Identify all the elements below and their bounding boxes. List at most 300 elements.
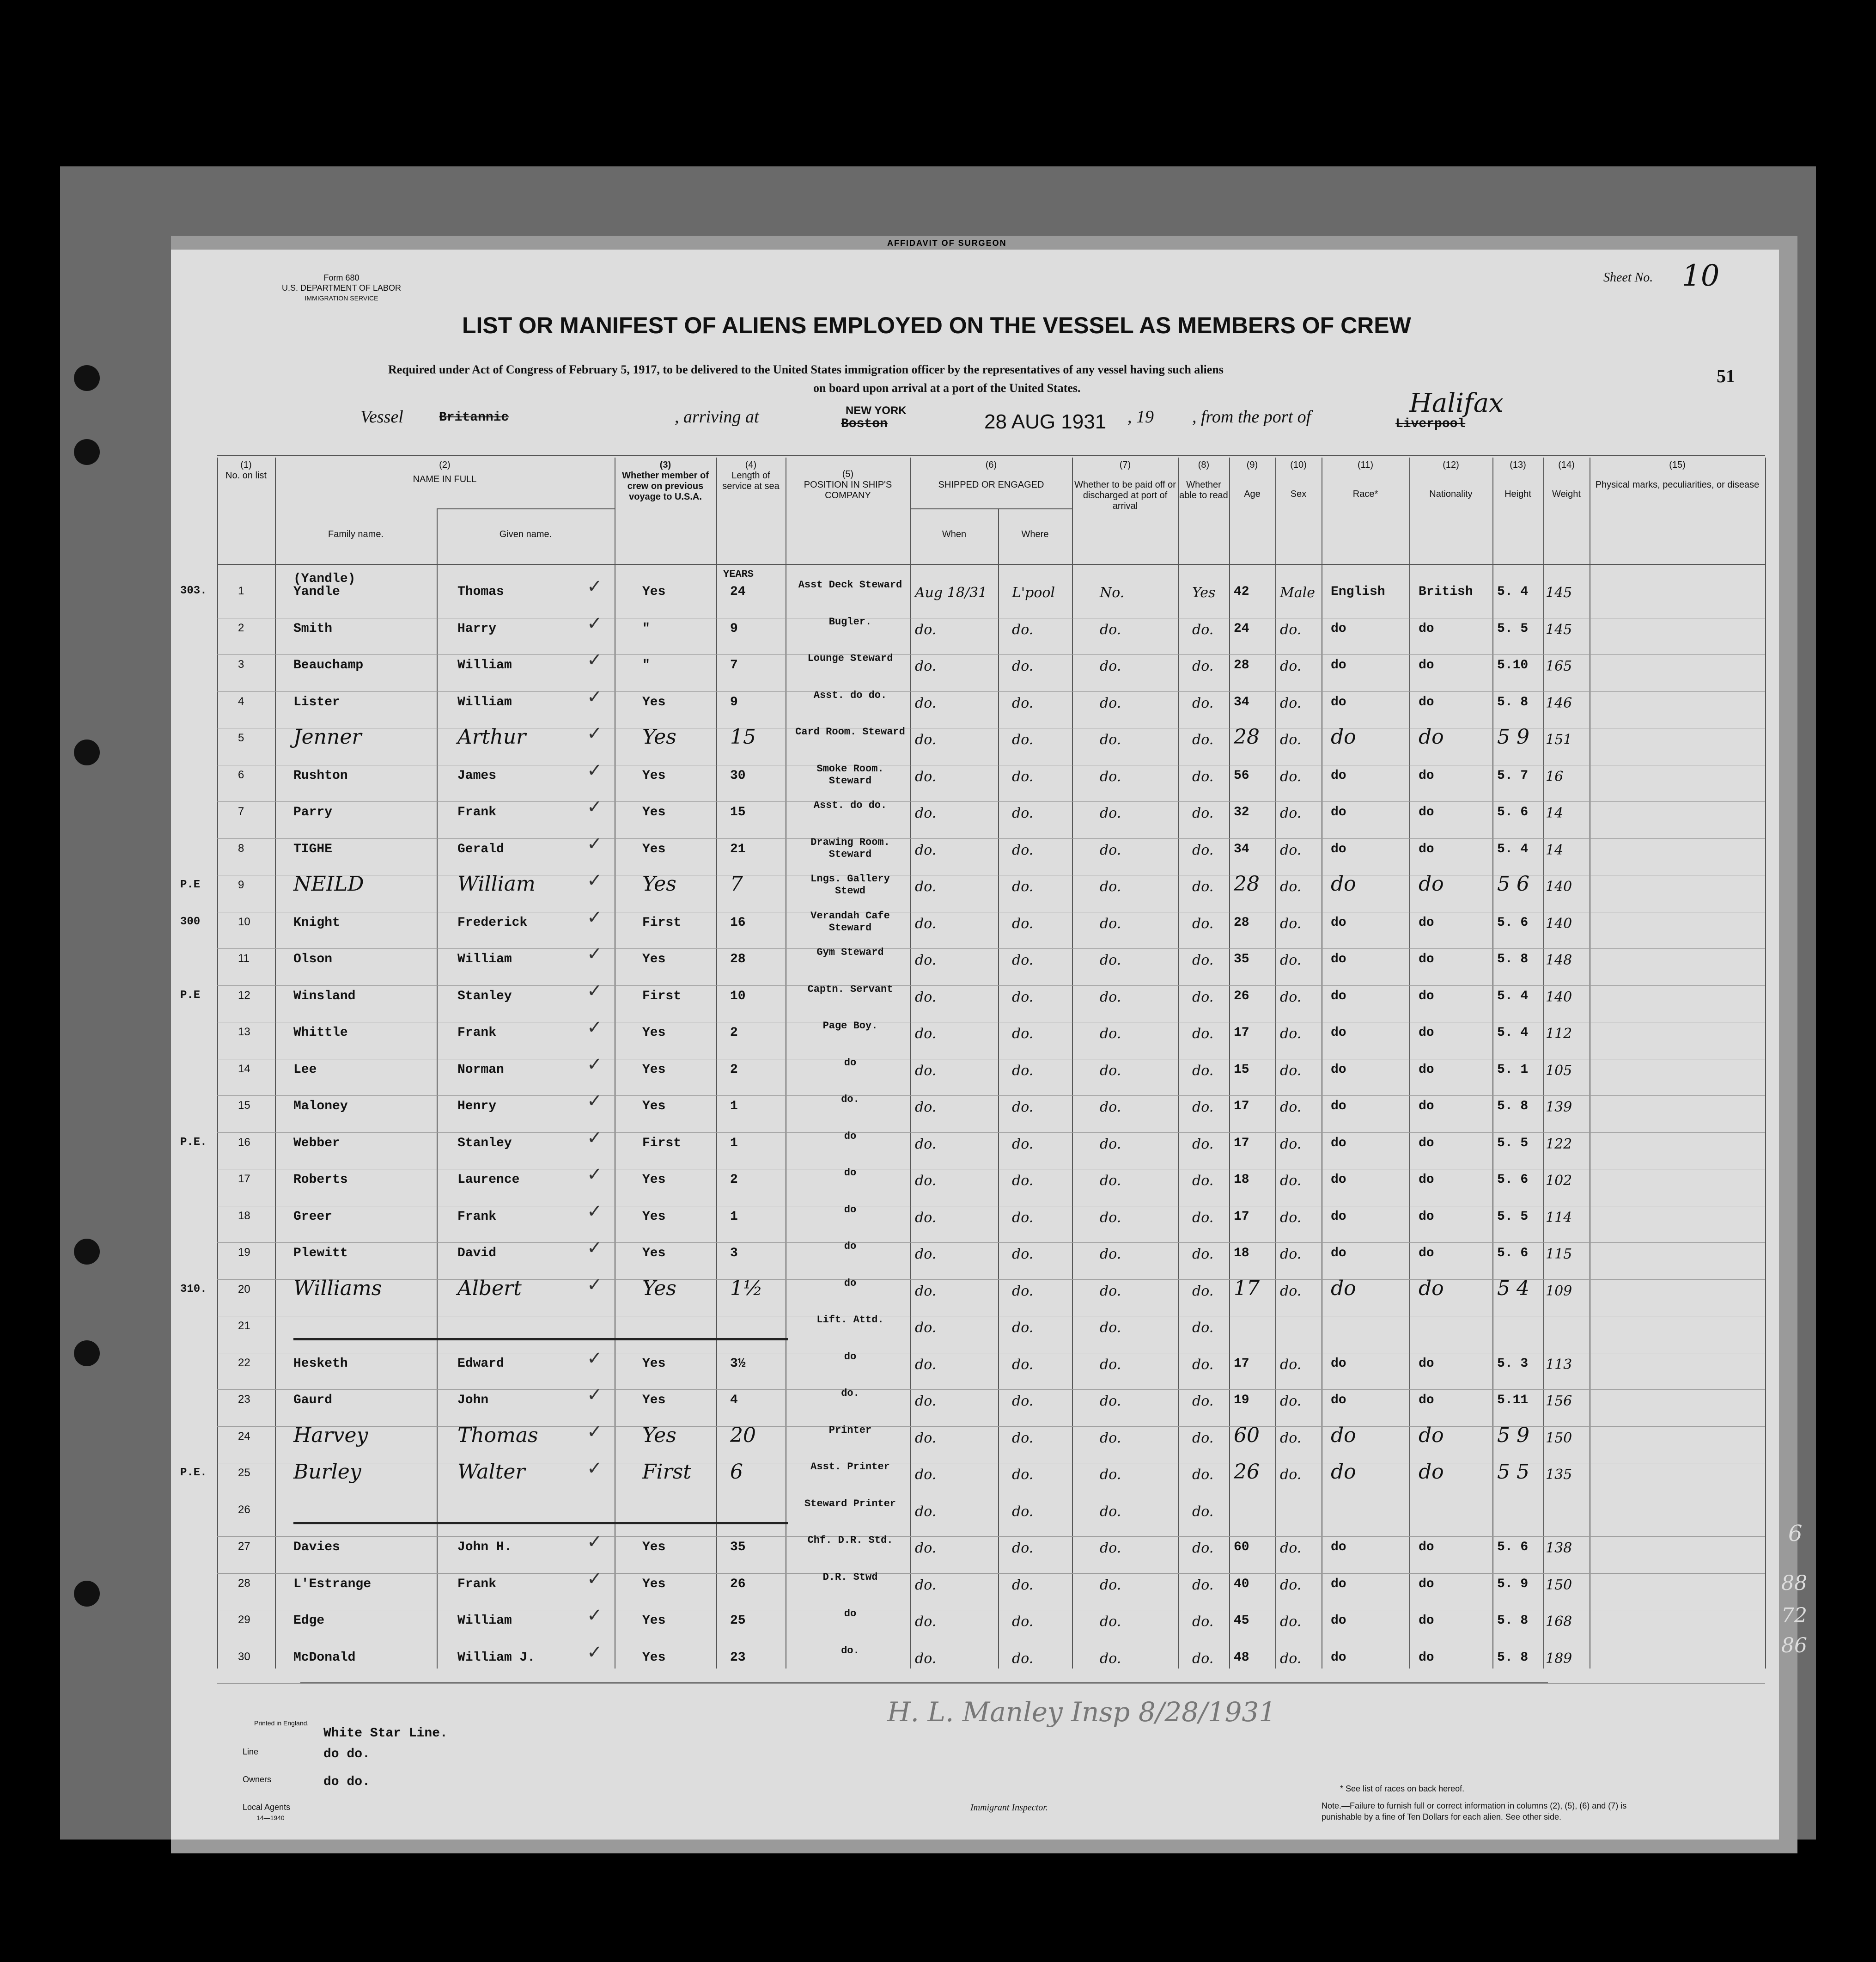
- row-weight: 109: [1546, 1283, 1572, 1299]
- sheet-label: Sheet No.: [1603, 270, 1653, 285]
- row-shipped-where: do.: [1012, 1577, 1034, 1593]
- check-mark-icon: ✓: [587, 1568, 603, 1589]
- row-given-name: Laurence: [457, 1173, 520, 1187]
- service: IMMIGRATION SERVICE: [305, 294, 378, 302]
- row-age: 17: [1234, 1276, 1260, 1300]
- row-height: 5 5: [1497, 1460, 1529, 1484]
- row-nationality: British: [1419, 585, 1473, 599]
- row-age: 60: [1234, 1540, 1249, 1554]
- row-able-to-read: do.: [1192, 1062, 1214, 1079]
- row-able-to-read: do.: [1192, 842, 1214, 858]
- row-position: Steward Printer: [804, 1497, 896, 1510]
- check-mark-icon: ✓: [587, 1605, 603, 1626]
- row-previous-voyage: Yes: [642, 1246, 666, 1260]
- row-family-name: Parry: [293, 805, 333, 819]
- row-height: 5. 5: [1497, 1209, 1529, 1224]
- row-previous-voyage: ": [642, 621, 650, 636]
- row-shipped-where: do.: [1012, 621, 1034, 638]
- row-height: 5. 8: [1497, 1099, 1529, 1113]
- row-able-to-read: do.: [1192, 1173, 1214, 1189]
- row-sex: do.: [1280, 879, 1302, 895]
- row-previous-voyage: Yes: [642, 1099, 666, 1113]
- row-age: 60: [1234, 1423, 1260, 1447]
- row-sex: do.: [1280, 1356, 1302, 1373]
- row-given-name: Stanley: [457, 1136, 512, 1150]
- check-mark-icon: ✓: [587, 796, 603, 817]
- row-number: 19: [238, 1246, 250, 1259]
- row-family-name: Winsland: [293, 989, 356, 1003]
- binder-hole: [74, 740, 100, 765]
- row-shipped-when: do.: [915, 1283, 937, 1299]
- row-position: Drawing Room. Steward: [810, 836, 890, 860]
- row-height: 5 9: [1497, 1423, 1529, 1447]
- row-weight: 16: [1546, 768, 1564, 785]
- row-position: do: [844, 1277, 857, 1289]
- printed-note: Printed in England.: [254, 1719, 309, 1727]
- column-rule: [1409, 458, 1410, 1669]
- row-given-name: Frank: [457, 805, 497, 819]
- row-weight: 14: [1546, 842, 1564, 858]
- row-paid-off: do.: [1100, 1503, 1121, 1520]
- row-shipped-when: do.: [915, 1467, 937, 1483]
- row-previous-voyage: Yes: [642, 1209, 666, 1224]
- row-paid-off: No.: [1100, 585, 1125, 601]
- row-rule: [217, 948, 1765, 949]
- row-paid-off: do.: [1100, 1246, 1121, 1262]
- row-shipped-when: do.: [915, 1026, 937, 1042]
- row-number: 21: [238, 1320, 250, 1332]
- row-sex: do.: [1280, 1577, 1302, 1593]
- row-given-name: Thomas: [457, 585, 504, 599]
- row-weight: 102: [1546, 1173, 1572, 1189]
- row-number: 28: [238, 1577, 250, 1589]
- column-rule: [1229, 458, 1230, 1669]
- row-previous-voyage: Yes: [642, 805, 666, 819]
- row-height: 5. 5: [1497, 1136, 1529, 1150]
- row-weight: 150: [1546, 1577, 1572, 1593]
- row-rule: [217, 1389, 1765, 1390]
- row-family-name: McDonald: [293, 1650, 356, 1665]
- row-service: 2: [730, 1062, 738, 1077]
- row-nationality: do: [1419, 1460, 1444, 1484]
- line-label: Line: [243, 1747, 259, 1756]
- col13-header: (13) Height: [1504, 460, 1531, 499]
- row-race: do: [1331, 872, 1356, 896]
- row-service: 2: [730, 1173, 738, 1187]
- row-shipped-where: do.: [1012, 732, 1034, 748]
- row-weight: 122: [1546, 1136, 1572, 1152]
- row-given-name: James: [457, 768, 497, 783]
- row-nationality: do: [1419, 1276, 1444, 1300]
- row-family-name: Burley: [293, 1460, 361, 1484]
- row-age: 17: [1234, 1026, 1249, 1040]
- row-service: 6: [730, 1460, 743, 1484]
- row-position: do: [844, 1241, 857, 1252]
- name-subheader-rule: [437, 508, 615, 509]
- row-given-name: Walter: [457, 1460, 525, 1484]
- row-shipped-where: do.: [1012, 952, 1034, 968]
- row-height: 5.10: [1497, 658, 1529, 672]
- port-from-struck: Liverpool: [1395, 417, 1466, 431]
- row-given-name: Frederick: [457, 915, 528, 930]
- row-position: Asst. do do.: [813, 689, 887, 701]
- date-stamp: 28 AUG 1931: [984, 410, 1107, 433]
- row-service: 4: [730, 1393, 738, 1407]
- column-rule: [217, 458, 218, 1669]
- row-number: 30: [238, 1650, 250, 1663]
- inspector-label: Immigrant Inspector.: [970, 1803, 1048, 1813]
- row-number: 7: [238, 805, 244, 818]
- row-rule: [217, 691, 1765, 692]
- row-shipped-when: do.: [915, 768, 937, 785]
- row-sex: do.: [1280, 842, 1302, 858]
- row-shipped-when: do.: [915, 658, 937, 674]
- col11-header: (11) Race*: [1352, 460, 1378, 499]
- row-previous-voyage: Yes: [642, 695, 666, 709]
- row-service: 3: [730, 1246, 738, 1260]
- row-weight: 115: [1546, 1246, 1572, 1262]
- row-race: do: [1331, 725, 1356, 749]
- check-mark-icon: ✓: [587, 759, 603, 781]
- row-paid-off: do.: [1100, 1540, 1121, 1556]
- form-header: [282, 273, 401, 303]
- row-rule: [217, 838, 1765, 839]
- row-service: 26: [730, 1577, 746, 1591]
- row-number: 11: [238, 952, 250, 965]
- row-race: do: [1331, 952, 1346, 966]
- row-previous-voyage: Yes: [642, 1614, 666, 1628]
- row-previous-voyage: Yes: [642, 725, 676, 749]
- row-nationality: do: [1419, 1423, 1444, 1447]
- row-shipped-when: do.: [915, 695, 937, 711]
- port-arrival: NEW YORK: [846, 404, 907, 417]
- row-nationality: do: [1419, 725, 1444, 749]
- row-able-to-read: do.: [1192, 1650, 1214, 1667]
- row-position: do.: [841, 1644, 859, 1656]
- row-service: 24: [730, 585, 746, 599]
- row-nationality: do: [1419, 872, 1444, 896]
- row-height: 5. 4: [1497, 989, 1529, 1003]
- row-shipped-where: do.: [1012, 695, 1034, 711]
- row-service: 7: [730, 872, 743, 896]
- row-shipped-where: do.: [1012, 1320, 1034, 1336]
- row-shipped-when: do.: [915, 989, 937, 1005]
- row-previous-voyage: Yes: [642, 952, 666, 966]
- row-left-mark: 310.: [180, 1283, 207, 1296]
- row-race: do: [1331, 1460, 1356, 1484]
- row-family-name: Beauchamp: [293, 658, 364, 672]
- row-paid-off: do.: [1100, 1356, 1121, 1373]
- row-family-name: Knight: [293, 915, 340, 930]
- row-shipped-when: do.: [915, 1246, 937, 1262]
- column-rule: [437, 508, 438, 1669]
- row-given-name: Arthur: [457, 725, 526, 749]
- row-position: Gym Steward: [816, 947, 884, 958]
- form-code: 14—1940: [256, 1814, 285, 1821]
- row-race: do: [1331, 1136, 1346, 1150]
- row-nationality: do: [1419, 768, 1434, 783]
- row-position: Lngs. Gallery Stewd: [810, 873, 890, 897]
- row-previous-voyage: Yes: [642, 1062, 666, 1077]
- row-able-to-read: do.: [1192, 805, 1214, 821]
- row-service: 25: [730, 1614, 746, 1628]
- row-given-name: Henry: [457, 1099, 497, 1113]
- row-weight: 148: [1546, 952, 1572, 968]
- given-name-header: Given name.: [499, 529, 552, 539]
- row-able-to-read: do.: [1192, 1614, 1214, 1630]
- row-number: 2: [238, 621, 244, 634]
- row-shipped-where: do.: [1012, 1540, 1034, 1556]
- row-sex: do.: [1280, 695, 1302, 711]
- row-paid-off: do.: [1100, 1467, 1121, 1483]
- row-family-name: Davies: [293, 1540, 340, 1554]
- row-rule: [217, 1683, 1765, 1684]
- row-shipped-when: do.: [915, 1540, 937, 1556]
- row-previous-voyage: Yes: [642, 842, 666, 856]
- row-able-to-read: do.: [1192, 732, 1214, 748]
- row-shipped-where: do.: [1012, 658, 1034, 674]
- row-position: do: [844, 1204, 857, 1216]
- row-given-name: John: [457, 1393, 489, 1407]
- check-mark-icon: ✓: [587, 833, 603, 854]
- row-sex: do.: [1280, 768, 1302, 785]
- margin-note: 72: [1781, 1604, 1807, 1627]
- row-shipped-when: do.: [915, 805, 937, 821]
- col9-header: (9) Age: [1244, 460, 1261, 499]
- row-previous-voyage: Yes: [642, 1276, 676, 1300]
- row-given-name: William: [457, 872, 536, 896]
- check-mark-icon: ✓: [587, 1053, 603, 1075]
- row-shipped-when: do.: [915, 1356, 937, 1373]
- row-height: 5. 7: [1497, 768, 1529, 783]
- binder-hole: [74, 439, 100, 465]
- row-family-name: Roberts: [293, 1173, 348, 1187]
- row-given-name: John H.: [457, 1540, 512, 1554]
- row-paid-off: do.: [1100, 879, 1121, 895]
- row-family-name: Jenner: [293, 725, 362, 749]
- row-race: do: [1331, 621, 1346, 636]
- row-nationality: do: [1419, 805, 1434, 819]
- row-paid-off: do.: [1100, 1614, 1121, 1630]
- port-struck: Boston: [841, 417, 888, 431]
- row-height: 5. 6: [1497, 1173, 1529, 1187]
- row-number: 3: [238, 658, 244, 671]
- row-race: do: [1331, 1356, 1346, 1371]
- row-weight: 189: [1546, 1650, 1572, 1667]
- row-family-name: Maloney: [293, 1099, 348, 1113]
- col15-header: (15) Physical marks, peculiarities, or disease: [1595, 460, 1760, 490]
- row-family-name-correction: (Yandle): [293, 572, 356, 586]
- row-given-name: Albert: [457, 1276, 522, 1300]
- row-paid-off: do.: [1100, 1320, 1121, 1336]
- row-family-name: Olson: [293, 952, 333, 966]
- row-number: 4: [238, 695, 244, 708]
- agents-value: do do.: [323, 1775, 370, 1789]
- row-nationality: do: [1419, 989, 1434, 1003]
- row-height: 5. 6: [1497, 805, 1529, 819]
- row-race: do: [1331, 915, 1346, 930]
- row-rule: [217, 1095, 1765, 1096]
- row-position: Bugler.: [828, 616, 872, 628]
- row-family-name: Harvey: [293, 1423, 368, 1447]
- row-rule: [217, 1132, 1765, 1133]
- row-nationality: do: [1419, 1099, 1434, 1113]
- row-shipped-when: do.: [915, 1614, 937, 1630]
- row-paid-off: do.: [1100, 1393, 1121, 1409]
- row-nationality: do: [1419, 1062, 1434, 1077]
- row-number: 10: [238, 915, 250, 928]
- check-mark-icon: ✓: [587, 723, 603, 744]
- row-previous-voyage: Yes: [642, 1650, 666, 1665]
- row-age: 28: [1234, 658, 1249, 672]
- port-from: Halifax: [1409, 388, 1504, 418]
- row-weight: 146: [1546, 695, 1572, 711]
- row-paid-off: do.: [1100, 1026, 1121, 1042]
- col7-header: (7) Whether to be paid off or discharged at port of arrival: [1074, 460, 1176, 511]
- row-given-name: William J.: [457, 1650, 536, 1665]
- row-position: Lift. Attd.: [816, 1314, 884, 1326]
- row-race: do: [1331, 1173, 1346, 1187]
- row-number: 25: [238, 1467, 250, 1479]
- row-service: 9: [730, 695, 738, 709]
- row-sex: do.: [1280, 1209, 1302, 1226]
- row-age: 24: [1234, 621, 1249, 636]
- row-weight: 140: [1546, 989, 1572, 1005]
- row-paid-off: do.: [1100, 658, 1121, 674]
- row-able-to-read: do.: [1192, 1283, 1214, 1299]
- row-weight: 151: [1546, 732, 1572, 748]
- row-given-name: William: [457, 695, 512, 709]
- row-previous-voyage: First: [642, 1460, 691, 1484]
- row-given-name: Frank: [457, 1209, 497, 1224]
- row-weight: 138: [1546, 1540, 1572, 1556]
- row-number: 12: [238, 989, 250, 1002]
- row-race: do: [1331, 1540, 1346, 1554]
- column-rule: [716, 458, 717, 1669]
- row-number: 23: [238, 1393, 250, 1406]
- row-paid-off: do.: [1100, 915, 1121, 932]
- row-position: Captn. Servant: [807, 983, 893, 995]
- row-race: English: [1331, 585, 1385, 599]
- check-mark-icon: ✓: [587, 1200, 603, 1222]
- row-number: 27: [238, 1540, 250, 1552]
- row-service: 7: [730, 658, 738, 672]
- row-shipped-when: do.: [915, 952, 937, 968]
- row-number: 1: [238, 585, 244, 597]
- row-race: do: [1331, 989, 1346, 1003]
- owners-value: do do.: [323, 1747, 370, 1761]
- row-race: do: [1331, 1209, 1346, 1224]
- row-weight: 140: [1546, 915, 1572, 932]
- row-age: 32: [1234, 805, 1249, 819]
- check-mark-icon: ✓: [587, 1127, 603, 1148]
- row-previous-voyage: Yes: [642, 1577, 666, 1591]
- row-position: D.R. Stwd: [822, 1571, 878, 1583]
- row-shipped-when: do.: [915, 1503, 937, 1520]
- row-race: do: [1331, 805, 1346, 819]
- row-given-name: Gerald: [457, 842, 504, 856]
- check-mark-icon: ✓: [587, 1458, 603, 1479]
- column-rule: [1178, 458, 1179, 1669]
- row-able-to-read: do.: [1192, 1026, 1214, 1042]
- row-shipped-when: do.: [915, 1430, 937, 1446]
- col2-header: (2) NAME IN FULL: [413, 460, 477, 484]
- row-previous-voyage: Yes: [642, 1423, 676, 1447]
- margin-note: 88: [1781, 1571, 1807, 1595]
- column-rule: [1275, 458, 1276, 1669]
- column-rule: [1543, 458, 1544, 1669]
- row-able-to-read: do.: [1192, 989, 1214, 1005]
- row-service: 28: [730, 952, 746, 966]
- row-paid-off: do.: [1100, 695, 1121, 711]
- row-family-name: Rushton: [293, 768, 348, 783]
- row-given-name: David: [457, 1246, 497, 1260]
- margin-note: 6: [1788, 1521, 1803, 1546]
- row-position: Asst Deck Steward: [798, 579, 902, 591]
- row-weight: 145: [1546, 621, 1572, 638]
- row-sex: do.: [1280, 952, 1302, 968]
- row-race: do: [1331, 1577, 1346, 1591]
- where-header: Where: [1021, 529, 1049, 539]
- row-left-mark: P.E: [180, 879, 201, 891]
- column-rule: [1765, 458, 1766, 1669]
- row-family-name: Gaurd: [293, 1393, 333, 1407]
- row-nationality: do: [1419, 1209, 1434, 1224]
- row-previous-voyage: ": [642, 658, 650, 672]
- row-number: 18: [238, 1209, 250, 1222]
- row-shipped-when: do.: [915, 1650, 937, 1667]
- check-mark-icon: ✓: [587, 686, 603, 707]
- row-age: 17: [1234, 1356, 1249, 1371]
- row-race: do: [1331, 658, 1346, 672]
- form-number: Form 680: [323, 273, 359, 282]
- row-position: do.: [841, 1387, 859, 1399]
- row-family-name: Smith: [293, 621, 333, 636]
- row-paid-off: do.: [1100, 1062, 1121, 1079]
- row-given-name: Norman: [457, 1062, 504, 1077]
- row-number: 24: [238, 1430, 250, 1442]
- row-weight: 114: [1546, 1209, 1572, 1226]
- row-family-name: Whittle: [293, 1026, 348, 1040]
- row-given-name: Thomas: [457, 1423, 538, 1447]
- family-name-header: Family name.: [328, 529, 384, 539]
- row-shipped-when: do.: [915, 879, 937, 895]
- row-paid-off: do.: [1100, 1283, 1121, 1299]
- row-family-name: Webber: [293, 1136, 340, 1150]
- row-shipped-where: do.: [1012, 1467, 1034, 1483]
- row-previous-voyage: Yes: [642, 1173, 666, 1187]
- row-age: 35: [1234, 952, 1249, 966]
- row-height: 5. 9: [1497, 1577, 1529, 1591]
- row-nationality: do: [1419, 1026, 1434, 1040]
- row-shipped-when: do.: [915, 1393, 937, 1409]
- row-shipped-where: do.: [1012, 1099, 1034, 1115]
- owners-label: Owners: [243, 1775, 272, 1784]
- row-paid-off: do.: [1100, 1577, 1121, 1593]
- row-able-to-read: do.: [1192, 1393, 1214, 1409]
- row-age: 18: [1234, 1246, 1249, 1260]
- row-rule: [217, 1279, 1765, 1280]
- row-height: 5. 8: [1497, 695, 1529, 709]
- margin-note: 86: [1781, 1634, 1807, 1657]
- row-nationality: do: [1419, 621, 1434, 636]
- check-mark-icon: ✓: [587, 1274, 603, 1295]
- row-able-to-read: do.: [1192, 621, 1214, 638]
- row-weight: 150: [1546, 1430, 1572, 1446]
- row-sex: do.: [1280, 1540, 1302, 1556]
- row-sex: do.: [1280, 1430, 1302, 1446]
- row-family-name: Yandle: [293, 585, 340, 599]
